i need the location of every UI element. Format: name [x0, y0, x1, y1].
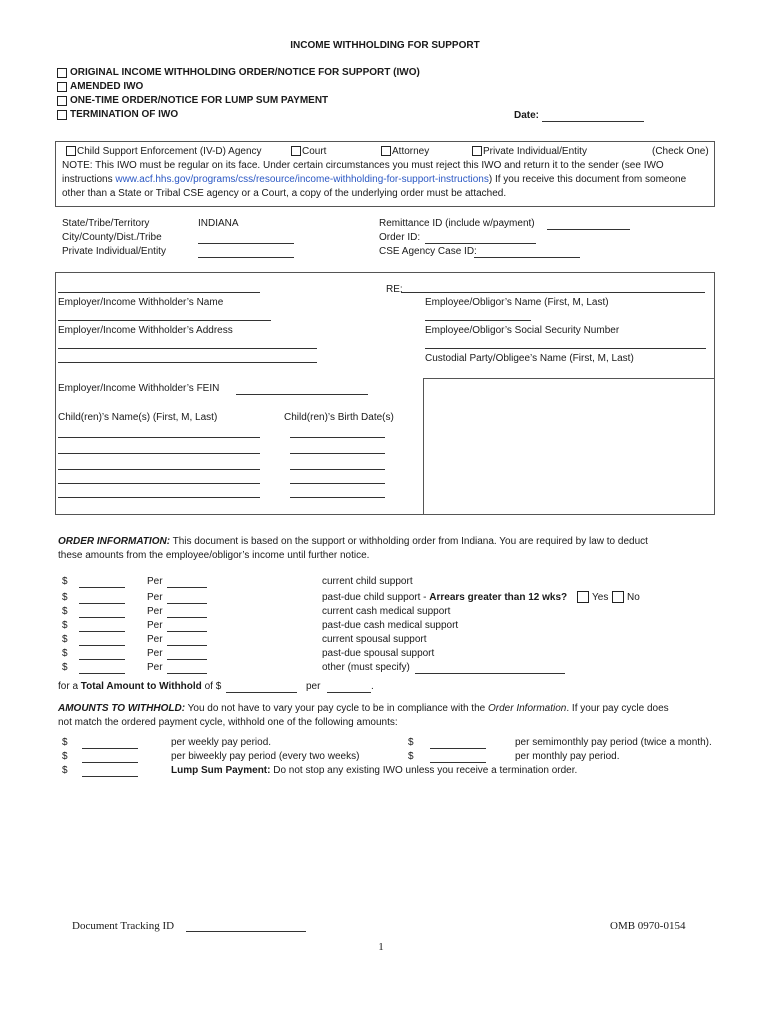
total-frequency-field[interactable]	[327, 692, 371, 693]
custodial-name-label: Custodial Party/Obligee’s Name (First, M, Last)	[425, 353, 634, 364]
frequency-field[interactable]	[167, 673, 207, 674]
employer-address-field-1[interactable]	[58, 320, 271, 321]
per-label: Per	[147, 634, 163, 645]
attorney-label: Attorney	[392, 146, 430, 157]
arrears-no-checkbox[interactable]	[612, 591, 624, 603]
past-due-child-support-text: past-due child support -	[322, 592, 430, 603]
amounts-text-post: . If your pay cycle does	[566, 703, 669, 714]
total-pre: for a	[58, 681, 81, 692]
amounts-heading: AMOUNTS TO WITHHOLD:	[58, 703, 186, 714]
csea-checkbox[interactable]	[66, 146, 76, 156]
biweekly-amount-field[interactable]	[82, 762, 138, 763]
termination-label: TERMINATION OF IWO	[70, 109, 179, 120]
frequency-field[interactable]	[167, 587, 207, 588]
child-dob-field[interactable]	[290, 437, 385, 438]
attorney-checkbox[interactable]	[381, 146, 391, 156]
amount-field[interactable]	[79, 603, 125, 604]
employee-info-box[interactable]	[423, 378, 715, 515]
semimonthly-label: per semimonthly pay period (twice a month).	[515, 737, 712, 748]
lump-sum-line	[171, 765, 577, 777]
child-dob-field[interactable]	[290, 483, 385, 484]
lump-sum-amount-field[interactable]	[82, 776, 138, 777]
employee-name-field[interactable]	[401, 292, 705, 293]
note-line-2	[62, 174, 686, 186]
amounts-line-1	[58, 703, 669, 715]
currency-symbol: $	[408, 751, 414, 762]
amended-iwo-label: AMENDED IWO	[70, 81, 144, 92]
currency-symbol: $	[62, 765, 68, 776]
city-label: City/County/Dist./Tribe	[62, 232, 162, 243]
per-label: Per	[147, 592, 163, 603]
state-value: INDIANA	[198, 218, 239, 229]
child-name-field[interactable]	[58, 469, 260, 470]
child-name-field[interactable]	[58, 497, 260, 498]
biweekly-label: per biweekly pay period (every two weeks)	[171, 751, 360, 762]
original-iwo-checkbox[interactable]	[57, 68, 67, 78]
date-label: Date:	[514, 110, 540, 121]
csea-label: Child Support Enforcement (IV-D) Agency	[77, 146, 262, 157]
case-id-label: CSE Agency Case ID:	[379, 246, 477, 257]
city-field[interactable]	[198, 243, 294, 244]
order-info-line-1	[58, 536, 648, 548]
monthly-label: per monthly pay period.	[515, 751, 620, 762]
total-amount-line	[58, 681, 221, 693]
past-due-child-support-label	[322, 592, 567, 604]
currency-symbol: $	[408, 737, 414, 748]
currency-symbol: $	[62, 737, 68, 748]
check-one-label: (Check One)	[652, 146, 709, 157]
note-line-2-post: ) If you receive this document from someone	[488, 174, 687, 185]
past-due-spousal-support-label: past-due spousal support	[322, 648, 435, 659]
child-name-field[interactable]	[58, 453, 260, 454]
amounts-text-italic: Order Information	[488, 703, 567, 714]
arrears-label: Arrears greater than 12 wks?	[429, 592, 568, 603]
private-individual-label: Private Individual/Entity	[62, 246, 166, 257]
currency-symbol: $	[62, 648, 68, 659]
total-post: of $	[201, 681, 222, 692]
child-dob-field[interactable]	[290, 497, 385, 498]
frequency-field[interactable]	[167, 659, 207, 660]
weekly-label: per weekly pay period.	[171, 737, 272, 748]
current-spousal-support-label: current spousal support	[322, 634, 427, 645]
arrears-yes-label: Yes	[592, 592, 609, 603]
child-dob-field[interactable]	[290, 453, 385, 454]
lump-sum-label: ONE-TIME ORDER/NOTICE FOR LUMP SUM PAYMENT	[70, 95, 329, 106]
currency-symbol: $	[62, 592, 68, 603]
amended-iwo-checkbox[interactable]	[57, 82, 67, 92]
private-entity-checkbox[interactable]	[472, 146, 482, 156]
court-label: Court	[302, 146, 327, 157]
tracking-id-label: Document Tracking ID	[72, 920, 175, 932]
lump-sum-text: Do not stop any existing IWO unless you receive a termination order.	[270, 765, 578, 776]
arrears-yes-checkbox[interactable]	[577, 591, 589, 603]
form-title: INCOME WITHHOLDING FOR SUPPORT	[290, 40, 480, 51]
amounts-text-pre: You do not have to vary your pay cycle to be in compliance with the	[185, 703, 488, 714]
custodial-name-field[interactable]	[425, 348, 706, 349]
past-due-cash-medical-label: past-due cash medical support	[322, 620, 459, 631]
arrears-no-label: No	[627, 592, 640, 603]
currency-symbol: $	[62, 576, 68, 587]
frequency-field[interactable]	[167, 645, 207, 646]
semimonthly-amount-field[interactable]	[430, 748, 486, 749]
date-field[interactable]	[542, 121, 644, 122]
note-line-3: other than a State or Tribal CSE agency or a Court, a copy of the underlying order must be attached.	[62, 188, 507, 199]
currency-symbol: $	[62, 620, 68, 631]
private-individual-field[interactable]	[198, 257, 294, 258]
child-dob-field[interactable]	[290, 469, 385, 470]
instructions-link[interactable]: www.acf.hhs.gov/programs/css/resource/income-withholding-for-support-instructions	[115, 174, 489, 185]
amount-field[interactable]	[79, 587, 125, 588]
order-id-field[interactable]	[425, 243, 536, 244]
currency-symbol: $	[62, 662, 68, 673]
order-id-label: Order ID:	[379, 232, 421, 243]
fein-label: Employer/Income Withholder’s FEIN	[58, 383, 220, 394]
currency-symbol: $	[62, 751, 68, 762]
amount-field[interactable]	[79, 659, 125, 660]
current-child-support-label: current child support	[322, 576, 413, 587]
lump-sum-heading: Lump Sum Payment:	[171, 765, 271, 776]
private-entity-label: Private Individual/Entity	[483, 146, 587, 157]
child-name-field[interactable]	[58, 437, 260, 438]
employer-name-field[interactable]	[58, 292, 260, 293]
lump-sum-checkbox[interactable]	[57, 96, 67, 106]
employer-address-field-2[interactable]	[58, 348, 317, 349]
total-period: .	[371, 681, 374, 692]
order-info-text: This document is based on the support or withholding order from Indiana. You are required by law to deduct	[170, 536, 648, 547]
employee-name-label: Employee/Obligor’s Name (First, M, Last)	[425, 297, 609, 308]
tracking-id-field[interactable]	[186, 931, 306, 932]
order-info-heading: ORDER INFORMATION:	[58, 536, 171, 547]
frequency-field[interactable]	[167, 617, 207, 618]
total-per-label: per	[306, 681, 321, 692]
child-name-field[interactable]	[58, 483, 260, 484]
page-number: 1	[378, 941, 384, 953]
note-line-1: NOTE: This IWO must be regular on its face. Under certain circumstances you must reject this IWO and return it to the sender (see IWO	[62, 160, 664, 171]
monthly-amount-field[interactable]	[430, 762, 486, 763]
total-label: Total Amount to Withhold	[80, 681, 202, 692]
per-label: Per	[147, 662, 163, 673]
omb-number: OMB 0970-0154	[610, 920, 686, 932]
note-line-2-pre: instructions	[62, 174, 116, 185]
per-label: Per	[147, 606, 163, 617]
weekly-amount-field[interactable]	[82, 748, 138, 749]
re-label: RE:	[386, 284, 403, 295]
per-label: Per	[147, 620, 163, 631]
amount-field[interactable]	[79, 617, 125, 618]
ssn-label: Employee/Obligor’s Social Security Number	[425, 325, 620, 336]
frequency-field[interactable]	[167, 631, 207, 632]
remittance-label: Remittance ID (include w/payment)	[379, 218, 535, 229]
frequency-field[interactable]	[167, 603, 207, 604]
remittance-field[interactable]	[547, 229, 630, 230]
other-specify-label: other (must specify)	[322, 662, 410, 673]
currency-symbol: $	[62, 606, 68, 617]
children-dob-label: Child(ren)’s Birth Date(s)	[284, 412, 394, 423]
per-label: Per	[147, 648, 163, 659]
state-label: State/Tribe/Territory	[62, 218, 150, 229]
termination-checkbox[interactable]	[57, 110, 67, 120]
amounts-line-2: not match the ordered payment cycle, withhold one of the following amounts:	[58, 717, 398, 728]
ssn-field[interactable]	[425, 320, 531, 321]
court-checkbox[interactable]	[291, 146, 301, 156]
employer-address-field-3[interactable]	[58, 362, 317, 363]
order-info-line-2: these amounts from the employee/obligor’s income until further notice.	[58, 550, 370, 561]
case-id-field[interactable]	[474, 257, 580, 258]
employer-address-label: Employer/Income Withholder’s Address	[58, 325, 233, 336]
original-iwo-label: ORIGINAL INCOME WITHHOLDING ORDER/NOTICE FOR SUPPORT (IWO)	[70, 67, 420, 78]
currency-symbol: $	[62, 634, 68, 645]
per-label: Per	[147, 576, 163, 587]
other-specify-field[interactable]	[415, 673, 565, 674]
employer-name-label: Employer/Income Withholder’s Name	[58, 297, 224, 308]
amount-field[interactable]	[79, 673, 125, 674]
amount-field[interactable]	[79, 645, 125, 646]
children-names-label: Child(ren)’s Name(s) (First, M, Last)	[58, 412, 218, 423]
current-cash-medical-label: current cash medical support	[322, 606, 451, 617]
fein-field[interactable]	[236, 394, 368, 395]
amount-field[interactable]	[79, 631, 125, 632]
total-amount-field[interactable]	[226, 692, 297, 693]
